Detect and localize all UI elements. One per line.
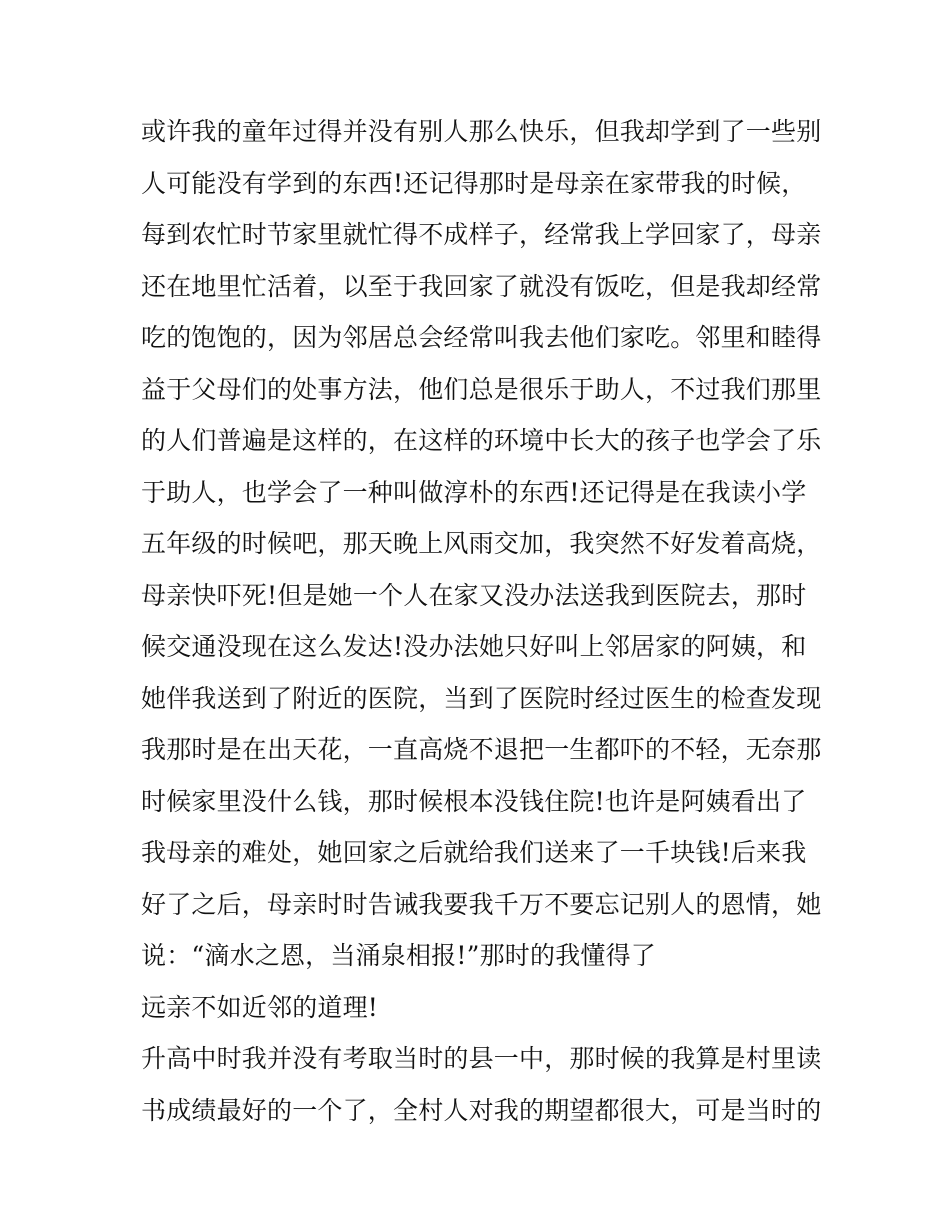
text-line: 好了之后，母亲时时告诫我要我千万不要忘记别人的恩情，她	[141, 889, 822, 919]
text-line: 我那时是在出天花，一直高烧不退把一生都吓的不轻，无奈那	[141, 735, 822, 764]
text-line: 她伴我送到了附近的医院，当到了医院时经过医生的检查发现	[141, 683, 822, 713]
text-line: 远亲不如近邻的道理!	[141, 992, 379, 1022]
text-line: 说：“滴水之恩，当涌泉相报!”那时的我懂得了	[141, 941, 657, 970]
text-line: 五年级的时候吧，那天晚上风雨交加，我突然不好发着高烧，	[141, 529, 822, 558]
text-line: 时候家里没什么钱，那时候根本没钱住院!也许是阿姨看出了	[141, 786, 807, 816]
text-line: 我母亲的难处，她回家之后就给我们送来了一千块钱!后来我	[141, 838, 807, 867]
text-line: 升高中时我并没有考取当时的县一中，那时候的我算是村里读	[141, 1044, 822, 1073]
text-line: 于助人，也学会了一种叫做淳朴的东西!还记得是在我读小学	[141, 477, 807, 507]
text-line: 每到农忙时节家里就忙得不成样子，经常我上学回家了，母亲	[141, 220, 822, 249]
essay-text	[141, 106, 821, 1136]
text-line: 益于父母们的处事方法，他们总是很乐于助人，不过我们那里	[141, 374, 822, 404]
text-line: 或许我的童年过得并没有别人那么快乐，但我却学到了一些别	[141, 117, 822, 146]
text-line: 的人们普遍是这样的，在这样的环境中长大的孩子也学会了乐	[141, 426, 822, 455]
text-line: 吃的饱饱的，因为邻居总会经常叫我去他们家吃。邻里和睦得	[141, 323, 822, 352]
text-line: 还在地里忙活着，以至于我回家了就没有饭吃，但是我却经常	[141, 271, 822, 301]
text-line: 候交通没现在这么发达!没办法她只好叫上邻居家的阿姨，和	[141, 632, 807, 661]
text-line: 人可能没有学到的东西!还记得那时是母亲在家带我的时候，	[141, 168, 807, 198]
text-line: 母亲快吓死!但是她一个人在家又没办法送我到医院去，那时	[141, 580, 807, 610]
text-line: 书成绩最好的一个了，全村人对我的期望都很大，可是当时的	[141, 1095, 822, 1125]
